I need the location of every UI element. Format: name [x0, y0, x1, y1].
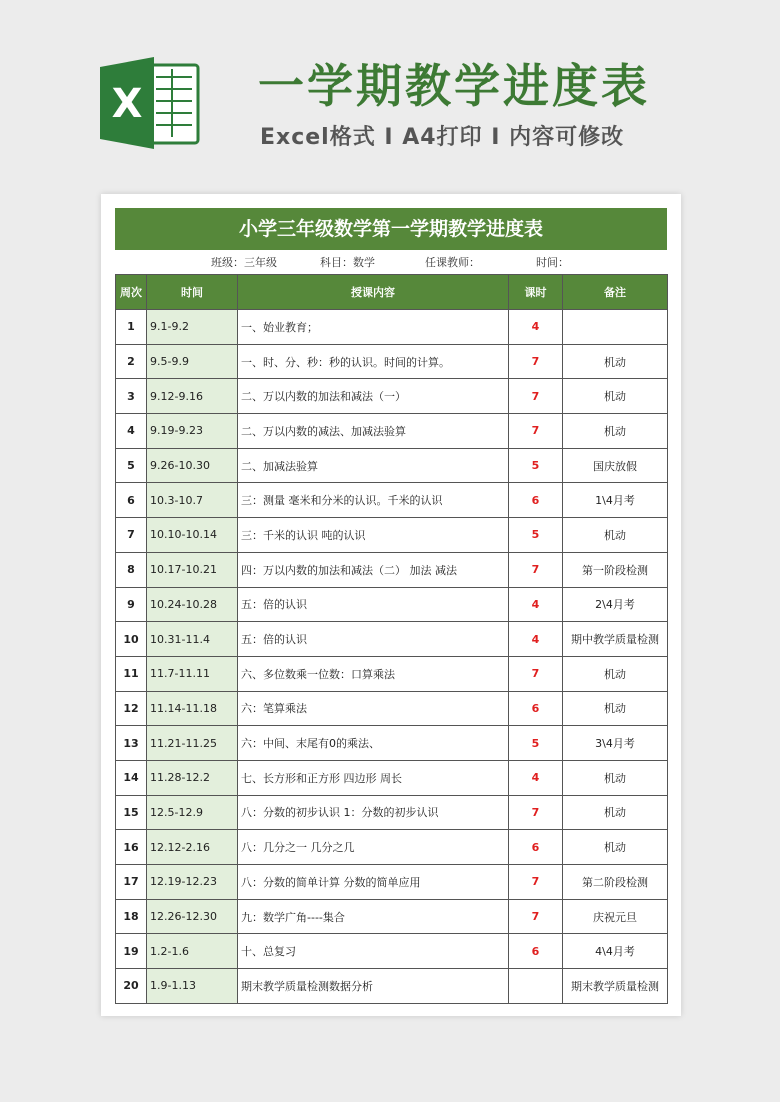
svg-text:X: X — [111, 81, 143, 127]
content-cell: 五：倍的认识 — [238, 622, 509, 657]
content-cell: 九：数学广角----集合 — [238, 899, 509, 934]
content-cell: 期末教学质量检测数据分析 — [238, 969, 509, 1004]
time-cell: 10.24-10.28 — [147, 587, 238, 622]
table-row — [116, 414, 668, 449]
hours-cell: 6 — [509, 483, 563, 518]
hours-cell: 7 — [509, 899, 563, 934]
note-cell: 国庆放假 — [563, 448, 668, 483]
note-cell: 庆祝元旦 — [563, 899, 668, 934]
hours-cell — [509, 969, 563, 1004]
content-cell: 七、长方形和正方形 四边形 周长 — [238, 760, 509, 795]
note-cell: 期末教学质量检测 — [563, 969, 668, 1004]
table-row — [116, 518, 668, 553]
table-row — [116, 865, 668, 900]
time-cell: 12.26-12.30 — [147, 899, 238, 934]
time-cell: 10.31-11.4 — [147, 622, 238, 657]
schedule-table — [115, 274, 668, 1004]
time-cell: 1.2-1.6 — [147, 934, 238, 969]
week-cell: 13 — [116, 726, 147, 761]
table-row — [116, 691, 668, 726]
table-row — [116, 656, 668, 691]
week-cell: 1 — [116, 310, 147, 345]
time-label: 时间： — [536, 256, 569, 269]
content-cell: 八：几分之一 几分之几 — [238, 830, 509, 865]
week-cell: 3 — [116, 379, 147, 414]
spreadsheet-preview — [101, 194, 681, 1016]
content-cell: 五：倍的认识 — [238, 587, 509, 622]
time-cell: 1.9-1.13 — [147, 969, 238, 1004]
hours-cell: 4 — [509, 587, 563, 622]
sheet-info-row — [115, 252, 667, 274]
week-cell: 5 — [116, 448, 147, 483]
table-row — [116, 969, 668, 1004]
table-row — [116, 934, 668, 969]
time-cell: 11.7-11.11 — [147, 656, 238, 691]
time-cell: 11.14-11.18 — [147, 691, 238, 726]
sheet-banner-title: 小学三年级数学第一学期教学进度表 — [115, 208, 667, 250]
note-cell: 机动 — [563, 760, 668, 795]
time-cell: 10.3-10.7 — [147, 483, 238, 518]
note-cell: 机动 — [563, 656, 668, 691]
excel-logo-icon — [98, 55, 200, 151]
column-header-content: 授课内容 — [238, 275, 509, 310]
column-header-note: 备注 — [563, 275, 668, 310]
table-header-row — [116, 275, 668, 310]
content-cell: 八：分数的简单计算 分数的简单应用 — [238, 865, 509, 900]
note-cell: 期中教学质量检测 — [563, 622, 668, 657]
content-cell: 六、多位数乘一位数：口算乘法 — [238, 656, 509, 691]
week-cell: 11 — [116, 656, 147, 691]
content-cell: 八：分数的初步认识 1：分数的初步认识 — [238, 795, 509, 830]
content-cell: 一、始业教育； — [238, 310, 509, 345]
hours-cell: 7 — [509, 865, 563, 900]
content-cell: 三：测量 毫米和分米的认识。千米的认识 — [238, 483, 509, 518]
table-row — [116, 726, 668, 761]
table-row — [116, 344, 668, 379]
hours-cell: 7 — [509, 656, 563, 691]
note-cell: 第二阶段检测 — [563, 865, 668, 900]
time-cell: 9.1-9.2 — [147, 310, 238, 345]
note-cell — [563, 310, 668, 345]
week-cell: 18 — [116, 899, 147, 934]
column-header-hours: 课时 — [509, 275, 563, 310]
table-row — [116, 310, 668, 345]
class-label: 班级：三年级 — [211, 256, 277, 269]
content-cell: 四：万以内数的加法和减法（二） 加法 减法 — [238, 552, 509, 587]
table-row — [116, 552, 668, 587]
content-cell: 二、万以内数的减法、加减法验算 — [238, 414, 509, 449]
note-cell: 第一阶段检测 — [563, 552, 668, 587]
time-cell: 9.26-10.30 — [147, 448, 238, 483]
week-cell: 16 — [116, 830, 147, 865]
table-row — [116, 760, 668, 795]
week-cell: 7 — [116, 518, 147, 553]
week-cell: 12 — [116, 691, 147, 726]
note-cell: 3\4月考 — [563, 726, 668, 761]
teacher-label: 任课教师： — [425, 256, 480, 269]
note-cell: 4\4月考 — [563, 934, 668, 969]
week-cell: 6 — [116, 483, 147, 518]
table-row — [116, 830, 668, 865]
content-cell: 二、加减法验算 — [238, 448, 509, 483]
hours-cell: 7 — [509, 552, 563, 587]
note-cell: 2\4月考 — [563, 587, 668, 622]
hours-cell: 5 — [509, 448, 563, 483]
table-row — [116, 622, 668, 657]
content-cell: 六：中间、末尾有0的乘法、 — [238, 726, 509, 761]
hours-cell: 6 — [509, 934, 563, 969]
week-cell: 20 — [116, 969, 147, 1004]
table-row — [116, 795, 668, 830]
content-cell: 三：千米的认识 吨的认识 — [238, 518, 509, 553]
week-cell: 14 — [116, 760, 147, 795]
time-cell: 12.19-12.23 — [147, 865, 238, 900]
page-subtitle: Excel格式 I A4打印 I 内容可修改 — [260, 125, 625, 150]
week-cell: 15 — [116, 795, 147, 830]
week-cell: 9 — [116, 587, 147, 622]
time-cell: 12.5-12.9 — [147, 795, 238, 830]
hours-cell: 7 — [509, 379, 563, 414]
hours-cell: 4 — [509, 310, 563, 345]
hours-cell: 7 — [509, 344, 563, 379]
content-cell: 二、万以内数的加法和减法（一） — [238, 379, 509, 414]
week-cell: 2 — [116, 344, 147, 379]
subject-label: 科目：数学 — [320, 256, 375, 269]
note-cell: 机动 — [563, 379, 668, 414]
hours-cell: 7 — [509, 414, 563, 449]
hours-cell: 5 — [509, 726, 563, 761]
note-cell: 机动 — [563, 518, 668, 553]
note-cell: 机动 — [563, 830, 668, 865]
time-cell: 9.12-9.16 — [147, 379, 238, 414]
time-cell: 11.28-12.2 — [147, 760, 238, 795]
week-cell: 17 — [116, 865, 147, 900]
note-cell: 机动 — [563, 344, 668, 379]
hours-cell: 4 — [509, 760, 563, 795]
time-cell: 10.10-10.14 — [147, 518, 238, 553]
hours-cell: 6 — [509, 691, 563, 726]
table-row — [116, 448, 668, 483]
hours-cell: 6 — [509, 830, 563, 865]
page-title: 一学期教学进度表 — [258, 59, 650, 113]
content-cell: 十、总复习 — [238, 934, 509, 969]
time-cell: 9.5-9.9 — [147, 344, 238, 379]
week-cell: 10 — [116, 622, 147, 657]
time-cell: 10.17-10.21 — [147, 552, 238, 587]
table-row — [116, 587, 668, 622]
time-cell: 11.21-11.25 — [147, 726, 238, 761]
week-cell: 4 — [116, 414, 147, 449]
week-cell: 19 — [116, 934, 147, 969]
hours-cell: 7 — [509, 795, 563, 830]
time-cell: 9.19-9.23 — [147, 414, 238, 449]
hours-cell: 4 — [509, 622, 563, 657]
content-cell: 六：笔算乘法 — [238, 691, 509, 726]
content-cell: 一、时、分、秒：秒的认识。时间的计算。 — [238, 344, 509, 379]
note-cell: 1\4月考 — [563, 483, 668, 518]
table-row — [116, 379, 668, 414]
time-cell: 12.12-2.16 — [147, 830, 238, 865]
note-cell: 机动 — [563, 795, 668, 830]
table-row — [116, 483, 668, 518]
hours-cell: 5 — [509, 518, 563, 553]
column-header-week: 周次 — [116, 275, 147, 310]
column-header-time: 时间 — [147, 275, 238, 310]
week-cell: 8 — [116, 552, 147, 587]
table-row — [116, 899, 668, 934]
note-cell: 机动 — [563, 414, 668, 449]
note-cell: 机动 — [563, 691, 668, 726]
